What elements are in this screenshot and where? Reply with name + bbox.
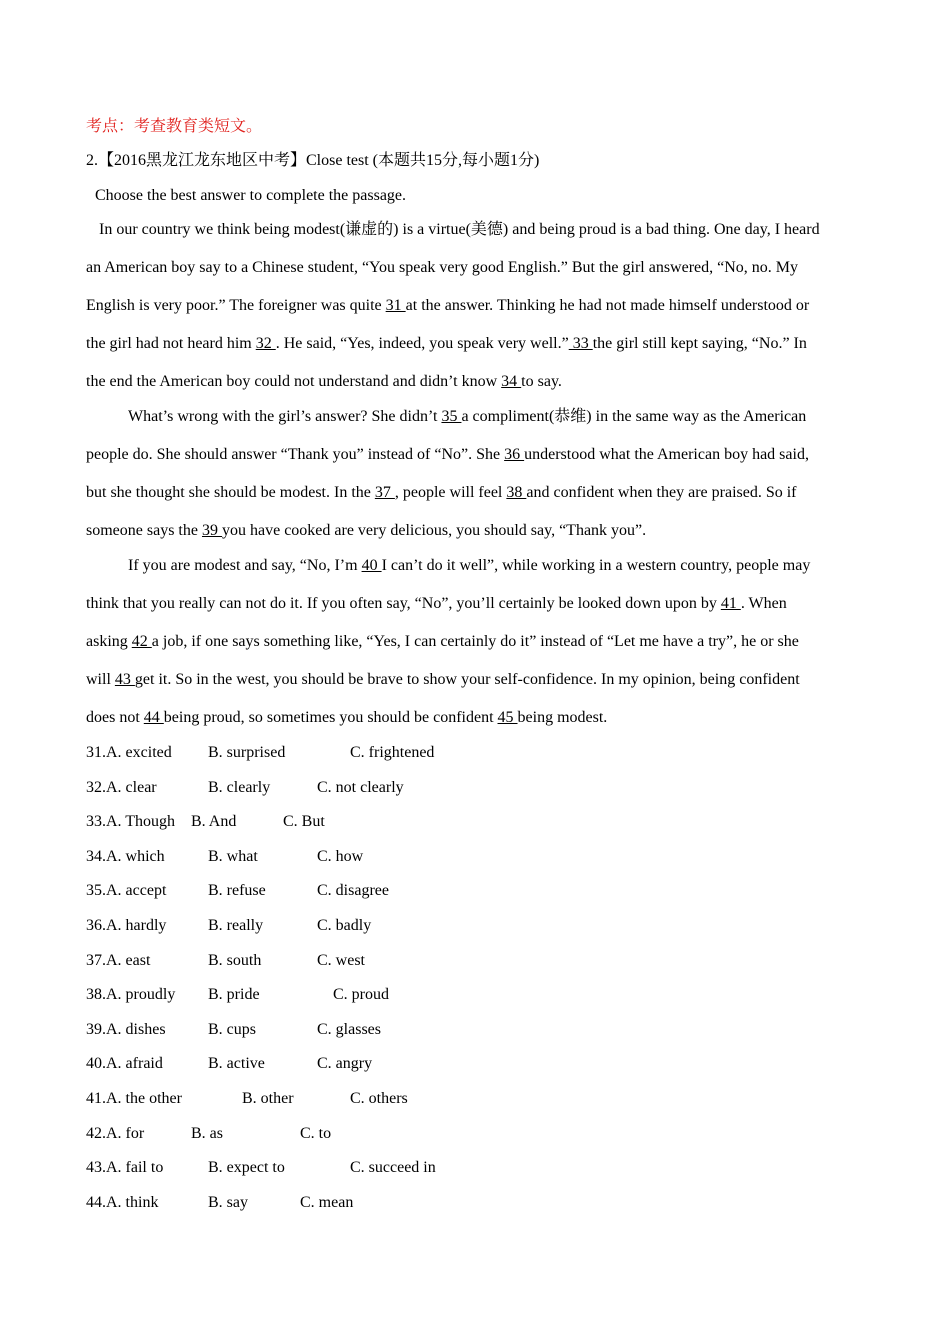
text-segment: does not xyxy=(86,709,144,726)
option-c: C. glasses xyxy=(317,1021,381,1038)
blank-40: 40 xyxy=(361,557,382,574)
text-segment: but she thought she should be modest. In the xyxy=(86,484,375,501)
text-segment: a compliment(恭维) in the same way as the American xyxy=(461,408,807,425)
kaodian-note: 考点：考查教育类短文。 xyxy=(86,118,263,135)
option-a: 38.A. proudly xyxy=(86,986,176,1003)
option-a: 43.A. fail to xyxy=(86,1159,164,1176)
para1-line-1: In our country we think being modest(谦虚的) is a virtue(美德) and being proud is a bad thing. One day, I heard xyxy=(99,221,820,238)
option-b: B. expect to xyxy=(208,1159,285,1176)
text-segment: . When xyxy=(740,595,787,612)
text-segment: at the answer. Thinking he had not made himself understood or xyxy=(405,297,810,314)
text-segment: will xyxy=(86,671,115,688)
text-segment: the end the American boy could not understand and didn’t know xyxy=(86,373,502,390)
text-segment: . He said, “Yes, indeed, you speak very well.” xyxy=(275,335,569,352)
option-b: B. other xyxy=(242,1090,294,1107)
para3-line-4 xyxy=(86,670,800,690)
option-c: C. succeed in xyxy=(350,1159,436,1176)
para3-line-1 xyxy=(128,556,810,576)
para2-line-1 xyxy=(128,407,806,427)
option-a: 34.A. which xyxy=(86,848,165,865)
option-a: 32.A. clear xyxy=(86,779,157,796)
option-b: B. pride xyxy=(208,986,260,1003)
option-b: B. what xyxy=(208,848,258,865)
text-segment: being modest. xyxy=(517,709,608,726)
text-segment: someone says the xyxy=(86,522,202,539)
option-b: B. clearly xyxy=(208,779,271,796)
text-segment: English is very poor.” The foreigner was quite xyxy=(86,297,386,314)
instruction: Choose the best answer to complete the passage. xyxy=(95,187,407,204)
text-segment: being proud, so sometimes you should be confident xyxy=(163,709,498,726)
para1-line-5 xyxy=(86,372,562,392)
text-segment: think that you really can not do it. If you often say, “No”, you’ll certainly be looked down upon by xyxy=(86,595,721,612)
text-segment: get it. So in the west, you should be brave to show your self-confidence. In my opinion, being confident xyxy=(134,671,800,688)
option-c: C. west xyxy=(317,952,365,969)
option-c: C. how xyxy=(317,848,364,865)
option-c: C. angry xyxy=(317,1055,373,1072)
blank-36: 36 xyxy=(504,446,525,463)
para1-line-2: an American boy say to a Chinese student, “You speak very good English.” But the girl answered, “No, no. My xyxy=(86,259,799,276)
blank-44: 44 xyxy=(143,709,164,726)
text-segment: and confident when they are praised. So if xyxy=(526,484,797,501)
text-segment: a job, if one says something like, “Yes, I can certainly do it” instead of “Let me have a try”, he or she xyxy=(151,633,799,650)
text-segment: the girl had not heard him xyxy=(86,335,256,352)
text-segment: What’s wrong with the girl’s answer? She didn’t xyxy=(128,408,442,425)
option-b: B. active xyxy=(208,1055,265,1072)
question-heading: 2.【2016黑龙江龙东地区中考】Close test (本题共15分,每小题1分) xyxy=(86,152,540,169)
option-b: B. really xyxy=(208,917,264,934)
para2-line-2 xyxy=(86,445,809,465)
option-c: C. mean xyxy=(300,1194,354,1211)
option-b: B. as xyxy=(191,1125,223,1142)
blank-38: 38 xyxy=(506,484,527,501)
blank-34: 34 xyxy=(501,373,522,390)
para1-line-4 xyxy=(86,334,807,354)
blank-43: 43 xyxy=(114,671,135,688)
text-segment: , people will feel xyxy=(394,484,507,501)
option-a: 39.A. dishes xyxy=(86,1021,166,1038)
option-c: C. proud xyxy=(333,986,389,1003)
blank-32: 32 xyxy=(255,335,276,352)
text-segment: understood what the American boy had said, xyxy=(524,446,809,463)
text-segment: asking xyxy=(86,633,132,650)
option-b: B. refuse xyxy=(208,882,266,899)
option-a: 33.A. Though xyxy=(86,813,176,830)
option-a: 42.A. for xyxy=(86,1125,145,1142)
option-a: 41.A. the other xyxy=(86,1090,182,1107)
option-a: 40.A. afraid xyxy=(86,1055,163,1072)
para3-line-2 xyxy=(86,594,787,614)
text-segment: If you are modest and say, “No, I’m xyxy=(128,557,362,574)
blank-45: 45 xyxy=(497,709,518,726)
text-segment: the girl still kept saying, “No.” In xyxy=(592,335,807,352)
blank-39: 39 xyxy=(201,522,222,539)
text-segment: to say. xyxy=(521,373,562,390)
option-b: B. And xyxy=(191,813,237,830)
option-c: C. But xyxy=(283,813,325,830)
para2-line-4 xyxy=(86,521,646,541)
text-segment: I can’t do it well”, while working in a western country, people may xyxy=(381,557,811,574)
para2-line-3 xyxy=(86,483,797,503)
option-b: B. surprised xyxy=(208,744,286,761)
option-b: B. cups xyxy=(208,1021,256,1038)
option-a: 37.A. east xyxy=(86,952,151,969)
blank-42: 42 xyxy=(131,633,152,650)
option-a: 35.A. accept xyxy=(86,882,167,899)
option-b: B. south xyxy=(208,952,262,969)
para3-line-3 xyxy=(86,632,799,652)
blank-31: 31 xyxy=(385,297,406,314)
para3-line-5 xyxy=(86,708,607,728)
blank-33: 33 xyxy=(568,335,593,352)
para1-line-3 xyxy=(86,296,809,316)
option-c: C. to xyxy=(300,1125,332,1142)
option-c: C. frightened xyxy=(350,744,435,761)
option-a: 36.A. hardly xyxy=(86,917,167,934)
blank-41: 41 xyxy=(720,595,741,612)
option-c: C. not clearly xyxy=(317,779,404,796)
option-c: C. badly xyxy=(317,917,372,934)
option-c: C. disagree xyxy=(317,882,389,899)
option-b: B. say xyxy=(208,1194,248,1211)
text-segment: people do. She should answer “Thank you” instead of “No”. She xyxy=(86,446,505,463)
option-a: 44.A. think xyxy=(86,1194,159,1211)
blank-37: 37 xyxy=(374,484,395,501)
option-c: C. others xyxy=(350,1090,408,1107)
option-a: 31.A. excited xyxy=(86,744,172,761)
blank-35: 35 xyxy=(441,408,462,425)
text-segment: you have cooked are very delicious, you should say, “Thank you”. xyxy=(221,522,647,539)
